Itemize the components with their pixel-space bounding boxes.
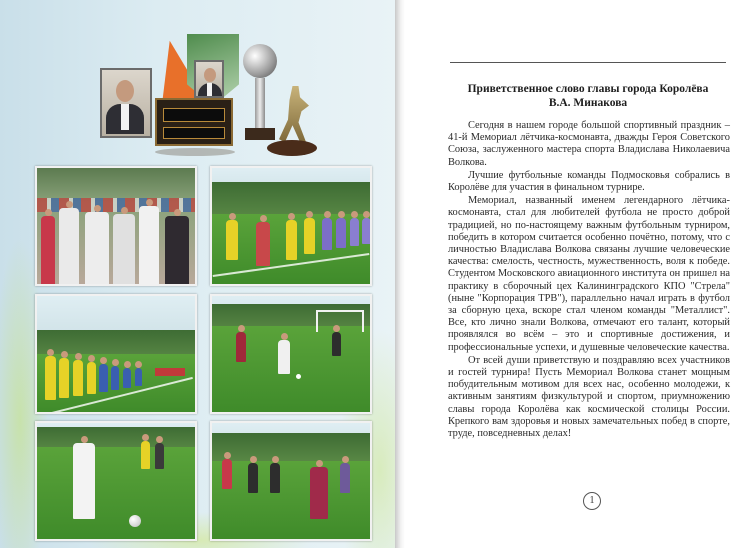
greeting-heading: [450, 82, 726, 110]
portrait-small: [194, 60, 224, 98]
player-statuette: [279, 86, 309, 142]
photo-match-action-1: [210, 294, 372, 414]
photo-teams-walkout: [210, 166, 372, 286]
page-number: 1: [583, 492, 601, 510]
right-page: [405, 0, 744, 548]
football-trophy-ball: [243, 44, 277, 78]
photo-match-action-2: [35, 421, 197, 541]
greeting-body: [448, 120, 730, 441]
heading-line-1: Приветственное слово главы города Королёва: [467, 83, 709, 95]
football-trophy-base: [245, 128, 275, 140]
clock-trophy: [155, 98, 233, 146]
photo-match-action-3: [210, 421, 372, 541]
portrait-large: [100, 68, 152, 138]
football-trophy-stem: [255, 78, 265, 130]
paragraph-4: От всей души приветствую и поздравляю всех участников и гостей турнира! Пусть Мемориал Волкова станет мощным побудительным мотивом для всех нас, особенно молодежи, к активным занятиям физкультурой и спортом, приумножению славы города Королёва как космической столицы России. Крепкого вам здоровья и новых замечательных побед в спорте, труде, повседневных делах!: [448, 354, 730, 440]
paragraph-2: Лучшие футбольные команды Подмосковья собрались в Королёве для участия в финальном турнире.: [448, 169, 730, 194]
photo-spectators: [35, 166, 197, 286]
photo-teams-lineup: [35, 294, 197, 414]
statuette-base: [267, 140, 317, 156]
paragraph-1: Сегодня в нашем городе большой спортивный праздник – 41-й Мемориал лётчика-космонавта, дважды Героя Советского Союза, заслуженного мастера спорта Владислава Николаевича Волкова.: [448, 120, 730, 168]
heading-line-2: В.А. Минакова: [548, 97, 628, 109]
trophy-shadow: [155, 148, 235, 156]
trophies-collage: [95, 30, 325, 165]
book-spine: [395, 0, 405, 548]
top-rule: [450, 62, 726, 63]
paragraph-3: Мемориал, названный именем легендарного лётчика-космонавта, стал для любителей футбола не просто доброй традицией, но по-настоящему важным футбольным турниром, победить в котором считается особенно почётно, потому, что с личностью Владислава Волкова связаны лучшие человеческие качества: смелость, честность, мужественность, воля к победе. Студентом Московского авиационного института он пришел на практику в сборочный цех Калининградского КПО "Стрела" (ныне "Корпорация ТРВ"), параллельно начал играть в футбол за сборную цеха, вскоре стал членом команды "Металлист". Все, кто лично знали Волкова, отмечают его талант, который проявлялся во всём – это и спортивные достижения, и профессиональные успехи, и душевные человеческие качества.: [448, 195, 730, 353]
